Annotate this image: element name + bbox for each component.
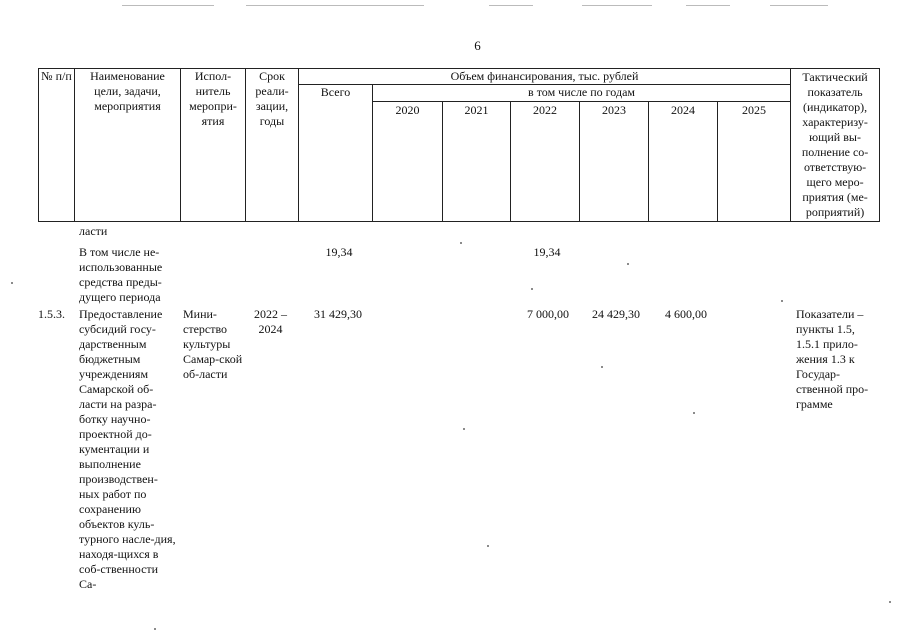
table-header [38, 68, 880, 222]
scan-speck [781, 300, 783, 302]
header-year-2022: 2022 [511, 102, 580, 222]
row-unused-total: 19,34 [325, 245, 353, 259]
header-year-2024: 2024 [649, 102, 718, 222]
scan-line [246, 5, 424, 6]
name-continuation: ласти [79, 224, 108, 238]
scan-speck [693, 412, 695, 414]
scan-line [489, 5, 533, 6]
scan-speck [531, 288, 533, 290]
scan-speck [487, 545, 489, 547]
header-term: Срок реали-зации, годы [246, 69, 299, 222]
row-153-2022: 7 000,00 [527, 307, 569, 321]
scan-speck [154, 628, 156, 630]
scan-speck [460, 242, 462, 244]
row-153-name: Предоставление субсидий госу-дарственным бюджетным учреждениям Самарской об-ласти на разра-ботку научно-проектной до-кументации и выполнение производствен-ных работ по сохранению объектов куль-турного насле-дия, находя-щихся в соб-ственности Са- [79, 307, 176, 591]
row-153-2023: 24 429,30 [592, 307, 640, 321]
scan-speck [601, 366, 603, 368]
scan-line [686, 5, 730, 6]
row-153-total: 31 429,30 [314, 307, 362, 321]
header-name: Наименование цели, задачи, мероприятия [75, 69, 181, 222]
scan-speck [11, 282, 13, 284]
row-153-executor: Мини-стерство культуры Самар-ской об-ласти [183, 307, 243, 381]
scan-line [770, 5, 828, 6]
page-number: 6 [474, 38, 481, 53]
header-year-2020: 2020 [373, 102, 443, 222]
header-by-years: в том числе по годам [373, 85, 791, 102]
row-153-num: 1.5.3. [38, 307, 65, 321]
row-153-indicator: Показатели – пункты 1.5, 1.5.1 прило-жения 1.3 к Государ-ственной про-грамме [796, 307, 869, 411]
scan-speck [627, 263, 629, 265]
row-unused-name: В том числе не-использованные средства преды-дущего периода [79, 245, 163, 304]
scan-line [582, 5, 652, 6]
row-153-term: 2022 – 2024 [254, 307, 287, 336]
header-funding: Объем финансирования, тыс. рублей [299, 69, 791, 85]
header-year-2023: 2023 [580, 102, 649, 222]
row-153-2024: 4 600,00 [665, 307, 707, 321]
header-year-2025: 2025 [718, 102, 791, 222]
header-num: № п/п [39, 69, 75, 222]
header-executor: Испол-нитель меропри-ятия [181, 69, 246, 222]
header-year-2021: 2021 [443, 102, 511, 222]
header-indicator: Тактический показатель (индикатор), характеризу-ющий вы-полнение со-ответствую-щего меро-приятия (ме-роприятий) [791, 69, 880, 222]
header-total: Всего [299, 85, 373, 222]
scan-speck [463, 428, 465, 430]
scan-speck [889, 601, 891, 603]
row-unused-2022: 19,34 [533, 245, 561, 259]
scan-line [122, 5, 214, 6]
